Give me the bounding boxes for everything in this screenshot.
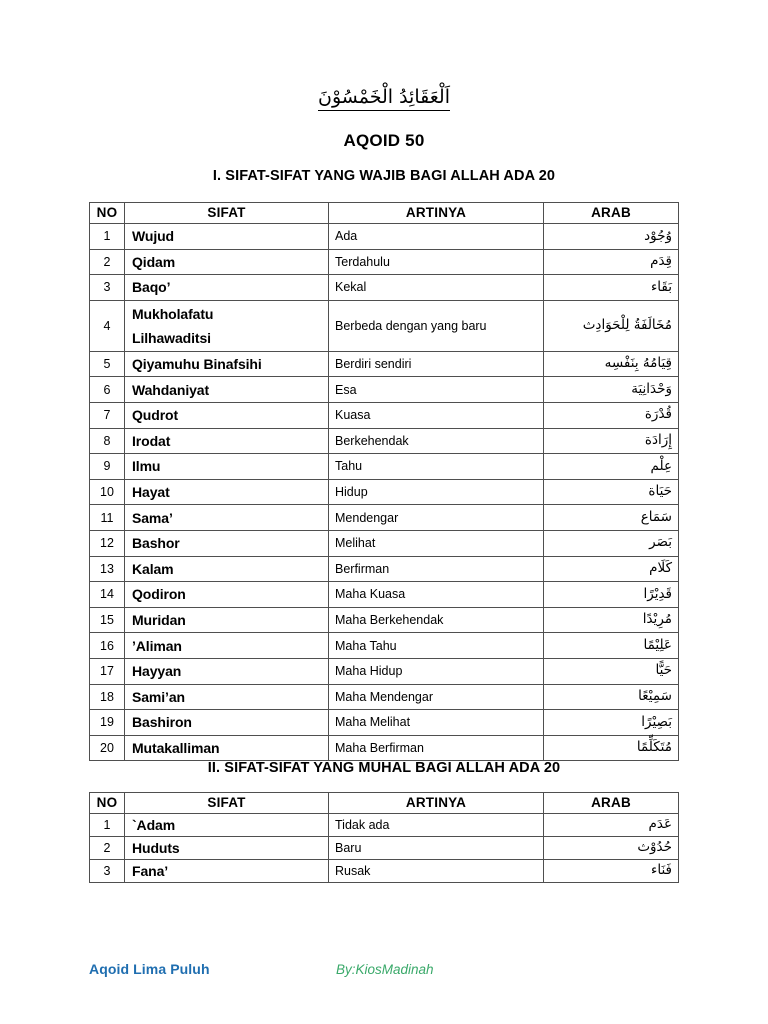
cell-no: 7 bbox=[90, 402, 125, 428]
table-row bbox=[90, 530, 679, 556]
cell-arab: عَدَم bbox=[544, 814, 679, 837]
table-row bbox=[90, 684, 679, 710]
table-row bbox=[90, 814, 679, 837]
cell-sifat: Sami’an bbox=[125, 684, 329, 710]
table-row bbox=[90, 607, 679, 633]
cell-artinya: Kekal bbox=[329, 275, 544, 301]
cell-no: 14 bbox=[90, 582, 125, 608]
cell-arab: سَمِيْعًا bbox=[544, 684, 679, 710]
cell-no: 1 bbox=[90, 814, 125, 837]
cell-artinya: Berdiri sendiri bbox=[329, 351, 544, 377]
table-row bbox=[90, 479, 679, 505]
cell-sifat: Bashiron bbox=[125, 710, 329, 736]
cell-no: 16 bbox=[90, 633, 125, 659]
table-row bbox=[90, 275, 679, 301]
cell-sifat: Qudrot bbox=[125, 402, 329, 428]
table-row bbox=[90, 860, 679, 883]
cell-artinya: Maha Tahu bbox=[329, 633, 544, 659]
cell-sifat: Irodat bbox=[125, 428, 329, 454]
table-row bbox=[90, 556, 679, 582]
table-row bbox=[90, 505, 679, 531]
cell-artinya: Maha Berfirman bbox=[329, 735, 544, 761]
cell-no: 2 bbox=[90, 837, 125, 860]
cell-no: 18 bbox=[90, 684, 125, 710]
cell-sifat: Muridan bbox=[125, 607, 329, 633]
table-sifat-wajib bbox=[89, 202, 679, 761]
cell-sifat: Kalam bbox=[125, 556, 329, 582]
section-heading-muhal: II. SIFAT-SIFAT YANG MUHAL BAGI ALLAH ADA 20 bbox=[207, 760, 561, 776]
column-header-arab: ARAB bbox=[544, 203, 679, 224]
cell-arab: قُدْرَة bbox=[544, 402, 679, 428]
cell-artinya: Maha Melihat bbox=[329, 710, 544, 736]
arabic-title-text: اَلْعَقَائِدُ الْخَمْسُوْنَ bbox=[318, 86, 450, 111]
column-header-artinya: ARTINYA bbox=[329, 203, 544, 224]
cell-sifat: Mutakalliman bbox=[125, 735, 329, 761]
table-row bbox=[90, 377, 679, 403]
cell-no: 12 bbox=[90, 530, 125, 556]
cell-sifat: Qidam bbox=[125, 249, 329, 275]
cell-no: 17 bbox=[90, 658, 125, 684]
cell-sifat: Baqo’ bbox=[125, 275, 329, 301]
cell-sifat: Fana’ bbox=[125, 860, 329, 883]
cell-artinya: Ada bbox=[329, 224, 544, 250]
cell-arab: إِرَادَة bbox=[544, 428, 679, 454]
cell-no: 5 bbox=[90, 351, 125, 377]
section-heading-wajib: I. SIFAT-SIFAT YANG WAJIB BAGI ALLAH ADA 20 bbox=[212, 168, 556, 184]
page-footer bbox=[89, 961, 678, 983]
column-header-sifat: SIFAT bbox=[125, 793, 329, 814]
cell-arab: قِيَامُهُ بِنَفْسِه bbox=[544, 351, 679, 377]
cell-arab: عَلِيْمًا bbox=[544, 633, 679, 659]
table-row bbox=[90, 351, 679, 377]
cell-sifat: Wujud bbox=[125, 224, 329, 250]
cell-sifat: Ilmu bbox=[125, 454, 329, 480]
cell-sifat: Huduts bbox=[125, 837, 329, 860]
cell-arab: بَقَاء bbox=[544, 275, 679, 301]
cell-arab: حُدُوْث bbox=[544, 837, 679, 860]
cell-artinya: Maha Hidup bbox=[329, 658, 544, 684]
cell-arab: وَحْدَانِيَة bbox=[544, 377, 679, 403]
footer-credit: By:KiosMadinah bbox=[336, 962, 434, 977]
cell-arab: مُتَكَلِّمًا bbox=[544, 735, 679, 761]
cell-artinya: Berkehendak bbox=[329, 428, 544, 454]
cell-no: 3 bbox=[90, 860, 125, 883]
cell-sifat: Wahdaniyat bbox=[125, 377, 329, 403]
cell-sifat: `Adam bbox=[125, 814, 329, 837]
cell-arab: كَلَام bbox=[544, 556, 679, 582]
arabic-title bbox=[0, 84, 768, 110]
cell-no: 19 bbox=[90, 710, 125, 736]
column-header-no: NO bbox=[90, 203, 125, 224]
table-header-row bbox=[90, 203, 679, 224]
cell-artinya: Mendengar bbox=[329, 505, 544, 531]
cell-arab: حَيًّا bbox=[544, 658, 679, 684]
footer-document-name: Aqoid Lima Puluh bbox=[89, 961, 210, 977]
cell-no: 1 bbox=[90, 224, 125, 250]
cell-artinya: Rusak bbox=[329, 860, 544, 883]
cell-no: 3 bbox=[90, 275, 125, 301]
cell-sifat: Qiyamuhu Binafsihi bbox=[125, 351, 329, 377]
table-row bbox=[90, 249, 679, 275]
cell-no: 15 bbox=[90, 607, 125, 633]
cell-artinya: Maha Mendengar bbox=[329, 684, 544, 710]
cell-no: 9 bbox=[90, 454, 125, 480]
cell-artinya: Melihat bbox=[329, 530, 544, 556]
column-header-no: NO bbox=[90, 793, 125, 814]
cell-artinya: Terdahulu bbox=[329, 249, 544, 275]
table-row bbox=[90, 735, 679, 761]
table-header-row bbox=[90, 793, 679, 814]
cell-artinya: Kuasa bbox=[329, 402, 544, 428]
table-row bbox=[90, 582, 679, 608]
cell-no: 13 bbox=[90, 556, 125, 582]
table-row bbox=[90, 224, 679, 250]
cell-sifat-line2: Lilhawaditsi bbox=[132, 330, 211, 347]
cell-sifat: Sama’ bbox=[125, 505, 329, 531]
cell-no: 20 bbox=[90, 735, 125, 761]
table-row bbox=[90, 454, 679, 480]
cell-artinya: Tidak ada bbox=[329, 814, 544, 837]
cell-sifat: ’Aliman bbox=[125, 633, 329, 659]
cell-sifat-line1: Mukholafatu bbox=[132, 306, 214, 323]
column-header-sifat: SIFAT bbox=[125, 203, 329, 224]
cell-sifat: Hayat bbox=[125, 479, 329, 505]
cell-artinya: Hidup bbox=[329, 479, 544, 505]
cell-arab: قَدِيْرًا bbox=[544, 582, 679, 608]
cell-artinya: Maha Kuasa bbox=[329, 582, 544, 608]
cell-artinya: Berbeda dengan yang baru bbox=[329, 300, 544, 351]
cell-artinya: Tahu bbox=[329, 454, 544, 480]
cell-arab: مُخَالَفَةُ لِلْحَوَادِث bbox=[544, 300, 679, 351]
cell-no: 8 bbox=[90, 428, 125, 454]
table-row bbox=[90, 837, 679, 860]
cell-arab: قِدَم bbox=[544, 249, 679, 275]
table-row bbox=[90, 710, 679, 736]
cell-no: 2 bbox=[90, 249, 125, 275]
cell-no: 4 bbox=[90, 300, 125, 351]
cell-arab: وُجُوْد bbox=[544, 224, 679, 250]
cell-sifat: Hayyan bbox=[125, 658, 329, 684]
cell-arab: مُرِيْدًا bbox=[544, 607, 679, 633]
cell-arab: فَنَاء bbox=[544, 860, 679, 883]
cell-artinya: Baru bbox=[329, 837, 544, 860]
table-sifat-muhal bbox=[89, 792, 679, 883]
table-row bbox=[90, 300, 679, 351]
table-row bbox=[90, 658, 679, 684]
table-row bbox=[90, 402, 679, 428]
cell-arab: سَمَاع bbox=[544, 505, 679, 531]
cell-artinya: Berfirman bbox=[329, 556, 544, 582]
cell-arab: بَصِيْرًا bbox=[544, 710, 679, 736]
page-title: AQOID 50 bbox=[343, 131, 425, 150]
cell-no: 6 bbox=[90, 377, 125, 403]
cell-arab: بَصَر bbox=[544, 530, 679, 556]
cell-artinya: Esa bbox=[329, 377, 544, 403]
cell-sifat bbox=[125, 300, 329, 351]
column-header-artinya: ARTINYA bbox=[329, 793, 544, 814]
cell-arab: حَيَاة bbox=[544, 479, 679, 505]
cell-sifat: Qodiron bbox=[125, 582, 329, 608]
cell-artinya: Maha Berkehendak bbox=[329, 607, 544, 633]
table-row bbox=[90, 428, 679, 454]
table-row bbox=[90, 633, 679, 659]
cell-arab: عِلْم bbox=[544, 454, 679, 480]
column-header-arab: ARAB bbox=[544, 793, 679, 814]
cell-sifat: Bashor bbox=[125, 530, 329, 556]
cell-no: 11 bbox=[90, 505, 125, 531]
cell-no: 10 bbox=[90, 479, 125, 505]
